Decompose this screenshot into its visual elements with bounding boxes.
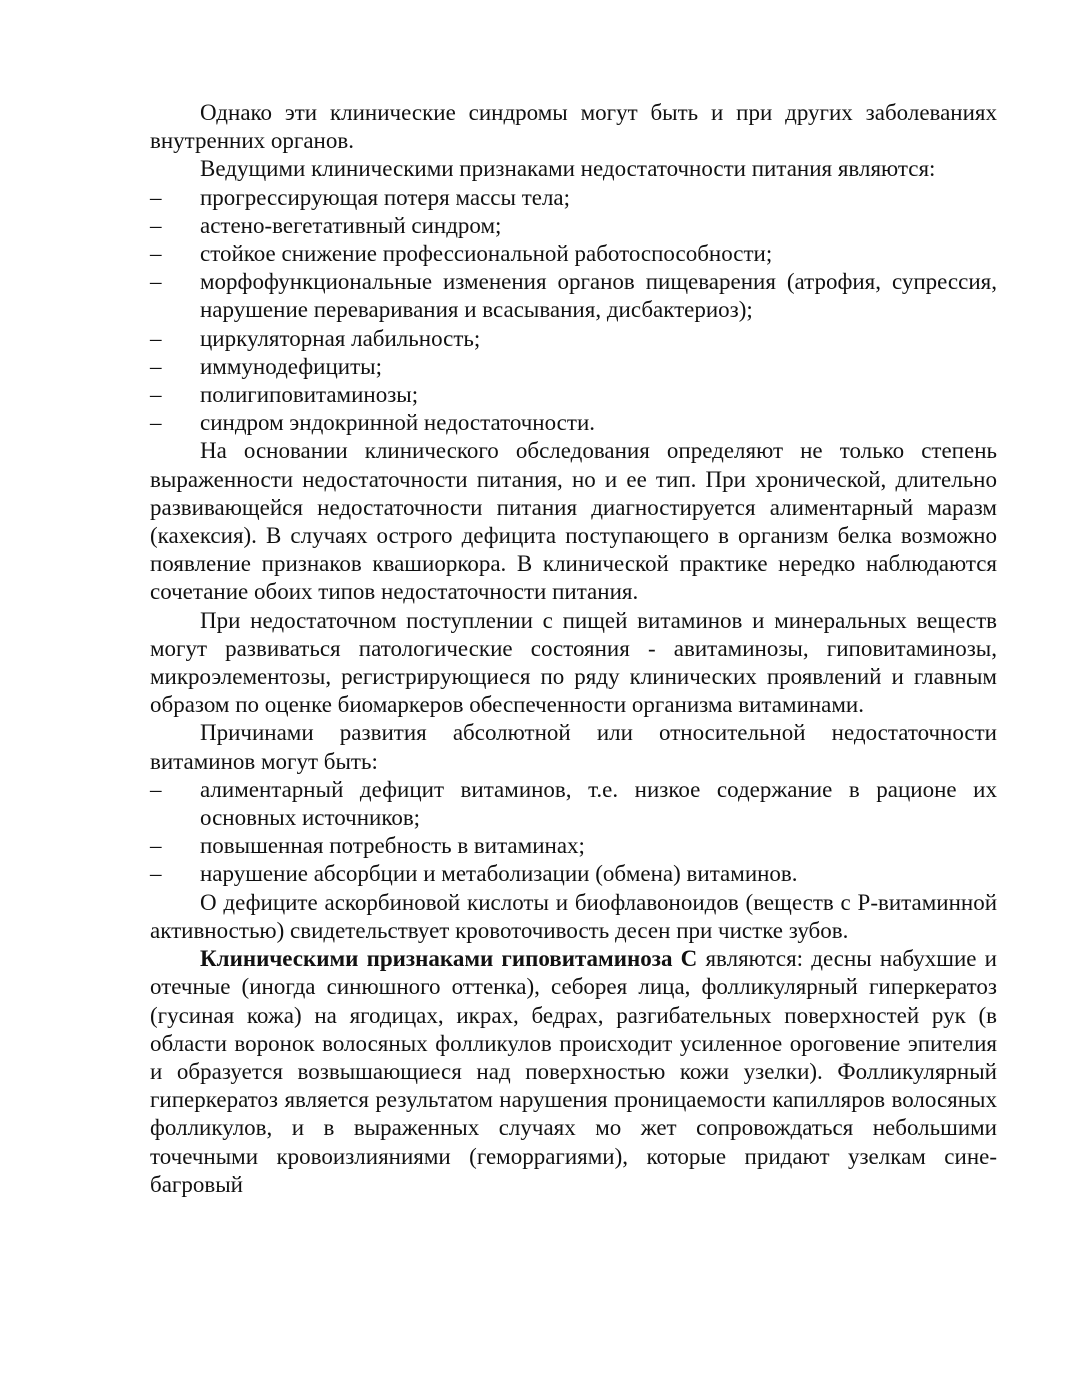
list-item xyxy=(150,353,997,381)
dash-marker: – xyxy=(150,410,162,436)
list-item-text: циркуляторная лабильность; xyxy=(200,325,481,351)
list-item-text: нарушение абсорбции и метаболизации (обмена) витаминов. xyxy=(200,861,798,887)
paragraph-text: являются: десны набухшие и отечные (иногда синюшного оттенка), себорея лица, фолликулярный гиперкератоз (гусиная кожа) на ягодицах, икрах, бедрах, разгибательных поверхностей рук (в области воронок волосяных фолликулов происходит усиленное ороговение эпителия и образуется возвышающиеся над поверхностью кожи узелки). Фолликулярный гиперкератоз является результатом нарушения проницаемости капилляров волосяных фолликулов, и в выраженных случаях мо жет сопровождаться небольшими точечными кровоизлияниями (геморрагиями), которые придают узелкам сине-багровый xyxy=(150,946,997,1197)
dash-marker: – xyxy=(150,325,162,351)
list-item xyxy=(150,776,997,832)
list-item-text: повышенная потребность в витаминах; xyxy=(200,833,585,859)
dash-marker: – xyxy=(150,776,162,802)
list-item-text: прогрессирующая потеря массы тела; xyxy=(200,184,571,210)
list-item xyxy=(150,325,997,353)
list-item-text: полигиповитаминозы; xyxy=(200,382,419,408)
list-item xyxy=(150,381,997,409)
list-item xyxy=(150,184,997,212)
dash-marker: – xyxy=(150,269,162,295)
paragraph-causes-intro: Причинами развития абсолютной или относительной недостаточности витаминов могут быть: xyxy=(150,720,997,774)
paragraph-clinical-examination: На основании клинического обследования определяют не только степень выраженности недостаточности питания, но и ее тип. При хронической, длительно развивающейся недостаточности питания диагностируется алиментарный маразм (кахексия). В случаях острого дефицита поступающего в организм белка возможно появление признаков квашиоркора. В клинической практике нередко наблюдаются сочетание обоих типов недостаточности питания. xyxy=(150,438,997,605)
list-item-text: иммунодефициты; xyxy=(200,353,382,379)
document-page xyxy=(150,99,997,1199)
dash-marker: – xyxy=(150,241,162,267)
dash-marker: – xyxy=(150,861,162,887)
paragraph-clinical-syndromes: Однако эти клинические синдромы могут быть и при других заболеваниях внутренних органов. xyxy=(150,100,997,154)
list-item-text: морфофункциональные изменения органов пищеварения (атрофия, супрессия, нарушение переваривания и всасывания, дисбактериоз); xyxy=(200,269,997,323)
dash-marker: – xyxy=(150,382,162,408)
list-item xyxy=(150,212,997,240)
paragraph-vitamin-deficiency: При недостаточном поступлении с пищей витаминов и минеральных веществ могут развиваться патологические состояния - авитаминозы, гиповитаминозы, микроэлементозы, регистрирующиеся по ряду клинических проявлений и главным образом по оценке биомаркеров обеспеченности организма витаминами. xyxy=(150,607,997,718)
list-item-text: астено-вегетативный синдром; xyxy=(200,212,502,238)
bold-term: Клиническими признаками гиповитаминоза С xyxy=(200,946,698,972)
dash-marker: – xyxy=(150,833,162,859)
paragraph-ascorbic-acid: О дефиците аскорбиновой кислоты и биофлавоноидов (веществ с Р-витаминной активностью) свидетельствует кровоточивость десен при чистке зубов. xyxy=(150,889,997,943)
dash-marker: – xyxy=(150,353,162,379)
paragraph-leading-signs-intro: Ведущими клиническими признаками недостаточности питания являются: xyxy=(200,156,936,182)
list-item xyxy=(150,832,997,860)
list-item xyxy=(150,240,997,268)
list-deficiency-causes xyxy=(150,776,997,889)
list-malnutrition-signs xyxy=(150,184,997,438)
list-item xyxy=(150,409,997,437)
paragraph-hypovitaminosis-c xyxy=(150,945,997,1199)
list-item-text: стойкое снижение профессиональной работоспособности; xyxy=(200,241,773,267)
list-item-text: алиментарный дефицит витаминов, т.е. низкое содержание в рационе их основных источников; xyxy=(200,776,997,831)
list-item xyxy=(150,860,997,888)
dash-marker: – xyxy=(150,212,162,238)
dash-marker: – xyxy=(150,184,162,210)
list-item-text: синдром эндокринной недостаточности. xyxy=(200,410,595,436)
list-item xyxy=(150,268,997,324)
